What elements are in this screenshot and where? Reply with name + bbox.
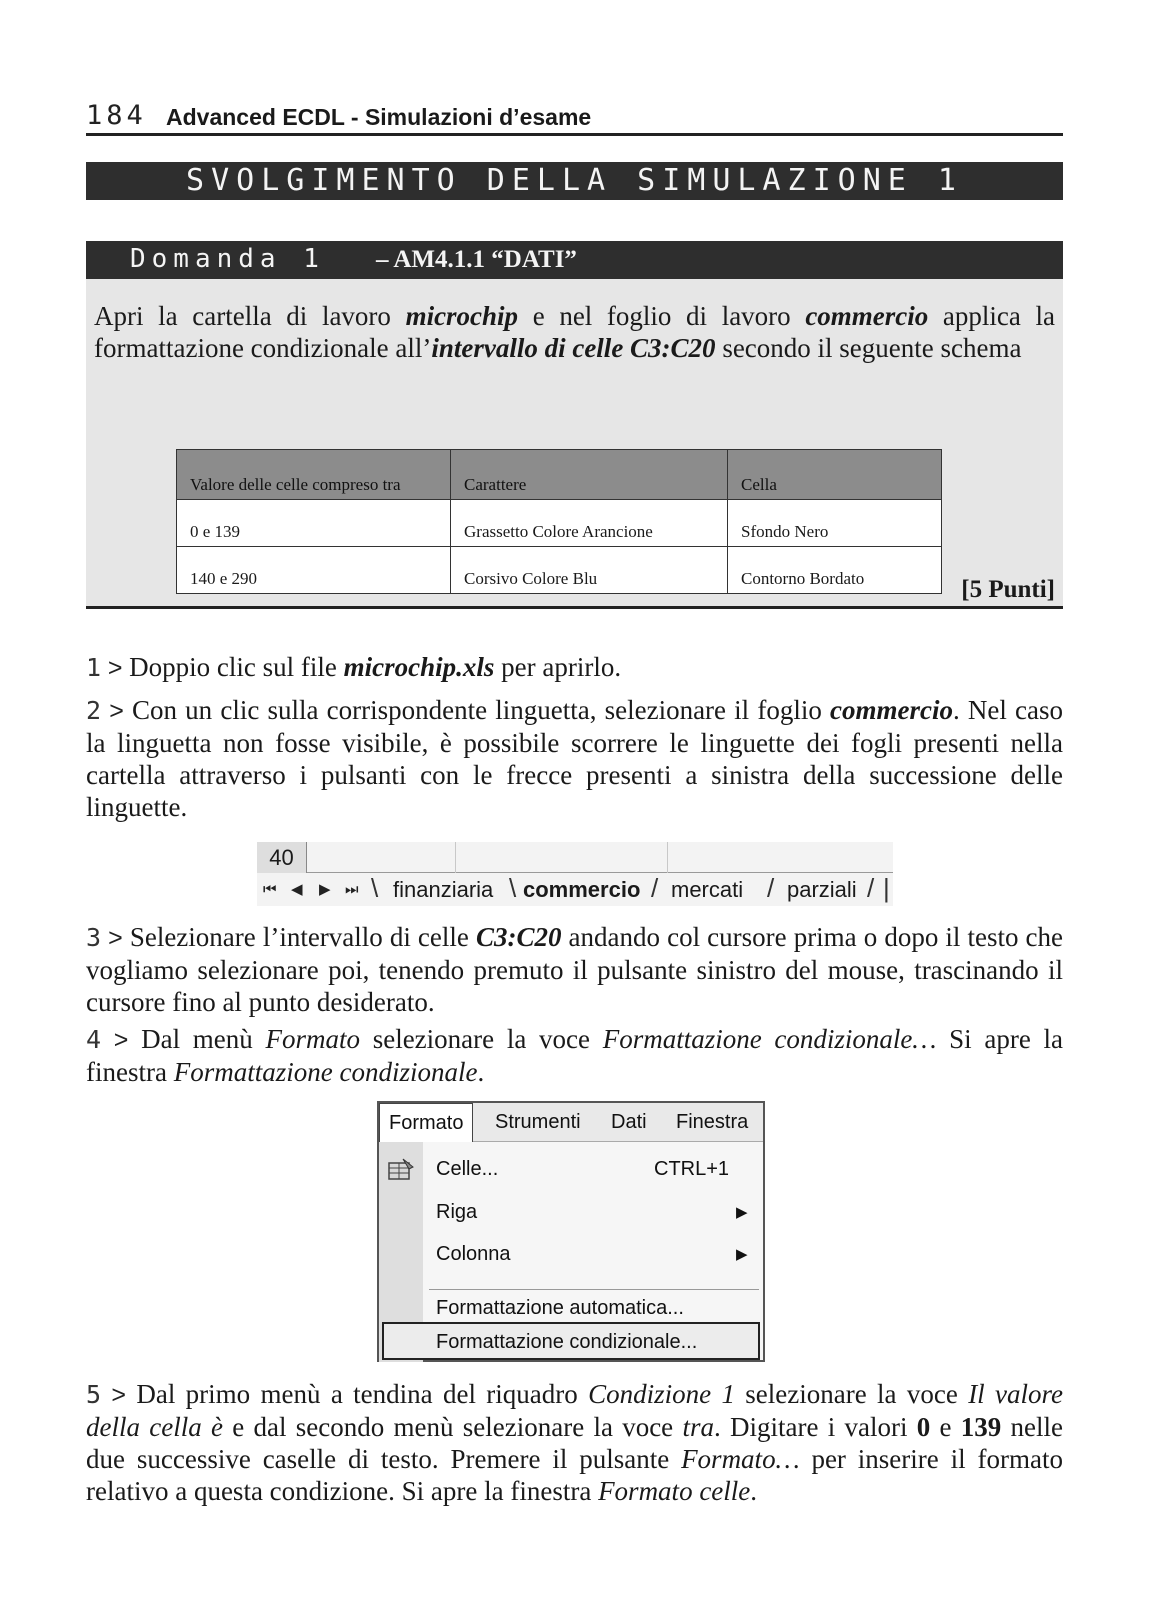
table-row xyxy=(177,547,942,594)
tab-commercio[interactable]: commercio xyxy=(523,877,641,902)
table-cell: Sfondo Nero xyxy=(728,500,942,547)
format-cells-icon xyxy=(387,1157,415,1181)
menu-divider xyxy=(429,1289,759,1290)
menu-finestra[interactable]: Finestra xyxy=(676,1111,749,1133)
section-banner: SVOLGIMENTO DELLA SIMULAZIONE 1 xyxy=(86,162,1063,200)
step-4: 4 > Dal menù Formato selezionare la voce Formattazione condizionale… Si apre la finestra Formattazione condizionale. xyxy=(86,1024,1064,1087)
sheet-tabs-image xyxy=(257,842,893,906)
question-label: Domanda 1 xyxy=(130,244,325,274)
question-title-bar xyxy=(86,241,1063,279)
table-cell: Corsivo Colore Blu xyxy=(451,547,728,594)
table-cell: 140 e 290 xyxy=(177,547,451,594)
menu-item-formattazione-condizionale[interactable]: Formattazione condizionale... xyxy=(436,1331,698,1353)
table-cell: 0 e 139 xyxy=(177,500,451,547)
tab-parziali[interactable]: parziali xyxy=(787,877,857,902)
menu-formato[interactable]: Formato xyxy=(379,1103,473,1142)
step-5: 5 > Dal primo menù a tendina del riquadro Condizione 1 selezionare la voce Il valore della cella è e dal secondo menù selezionare la voce tra. Digitare i valori 0 e 139 nelle due successive caselle di testo. Premere il pulsante Formato… per inserire il formato relativo a questa condizione. Si apre la finestra Formato celle. xyxy=(86,1379,1063,1506)
menu-dati[interactable]: Dati xyxy=(611,1111,647,1133)
format-menu-image xyxy=(377,1101,765,1362)
table-header: Carattere xyxy=(451,450,728,500)
sheet-row xyxy=(257,842,893,873)
menu-item-riga[interactable]: Riga xyxy=(436,1201,478,1223)
prev-sheet-icon[interactable]: ◀ xyxy=(291,881,303,898)
menu-item-celle[interactable]: Celle... xyxy=(436,1158,499,1180)
next-sheet-icon[interactable]: ▶ xyxy=(319,881,331,898)
step-1: 1 > Doppio clic sul file microchip.xls per aprirlo. xyxy=(86,652,622,682)
step-3: 3 > Selezionare l’intervallo di celle C3:C20 andando col cursore prima o dopo il testo che vogliamo selezionare poi, tenendo premuto il pulsante sinistro del mouse, trascinando il cursore fino al punto desiderato. xyxy=(86,922,1064,1017)
table-header: Valore delle celle compreso tra xyxy=(177,450,451,500)
page-number: 184 xyxy=(86,100,147,131)
last-sheet-icon[interactable]: ⏭ xyxy=(345,881,359,898)
question-text: Apri la cartella di lavoro microchip e nel foglio di lavoro commercio applica la formattazione condizionale all’intervallo di celle C3:C20 secondo il seguente schema xyxy=(94,301,1055,363)
submenu-arrow-icon: ▶ xyxy=(736,1204,748,1221)
points-label: [5 Punti] xyxy=(961,576,1055,603)
step-2: 2 > Con un clic sulla corrispondente linguetta, selezionare il foglio commercio. Nel caso la linguetta non fosse visibile, è possibile scorrere le linguette dei fogli presenti nella cartella attraverso i pulsanti con le frecce presenti a sinistra della successione delle linguette. xyxy=(86,695,1064,822)
menu-item-formattazione-automatica[interactable]: Formattazione automatica... xyxy=(436,1297,684,1319)
submenu-arrow-icon: ▶ xyxy=(736,1246,748,1263)
question-box xyxy=(86,241,1063,609)
question-code: – AM4.1.1 “DATI” xyxy=(376,246,577,273)
first-sheet-icon[interactable]: ⏮ xyxy=(263,881,277,898)
table-header: Cella xyxy=(728,450,942,500)
table-cell: Grassetto Colore Arancione xyxy=(451,500,728,547)
menu-bar xyxy=(379,1103,763,1142)
book-title: Advanced ECDL - Simulazioni d’esame xyxy=(166,104,592,130)
table-header-row xyxy=(177,450,942,500)
table-cell: Contorno Bordato xyxy=(728,547,942,594)
menu-item-colonna[interactable]: Colonna xyxy=(436,1243,511,1265)
page-header xyxy=(86,100,1063,136)
row-number: 40 xyxy=(257,842,307,873)
condition-table xyxy=(176,449,942,594)
table-row xyxy=(177,500,942,547)
tab-finanziaria[interactable]: finanziaria xyxy=(393,877,494,902)
menu-strumenti[interactable]: Strumenti xyxy=(495,1111,581,1133)
shortcut-ctrl-1: CTRL+1 xyxy=(654,1158,730,1180)
tab-mercati[interactable]: mercati xyxy=(671,877,744,902)
tab-strip: ⏮ ◀ ▶ ⏭ \ finanziaria \ commercio / mercati / parziali / | xyxy=(257,874,893,906)
